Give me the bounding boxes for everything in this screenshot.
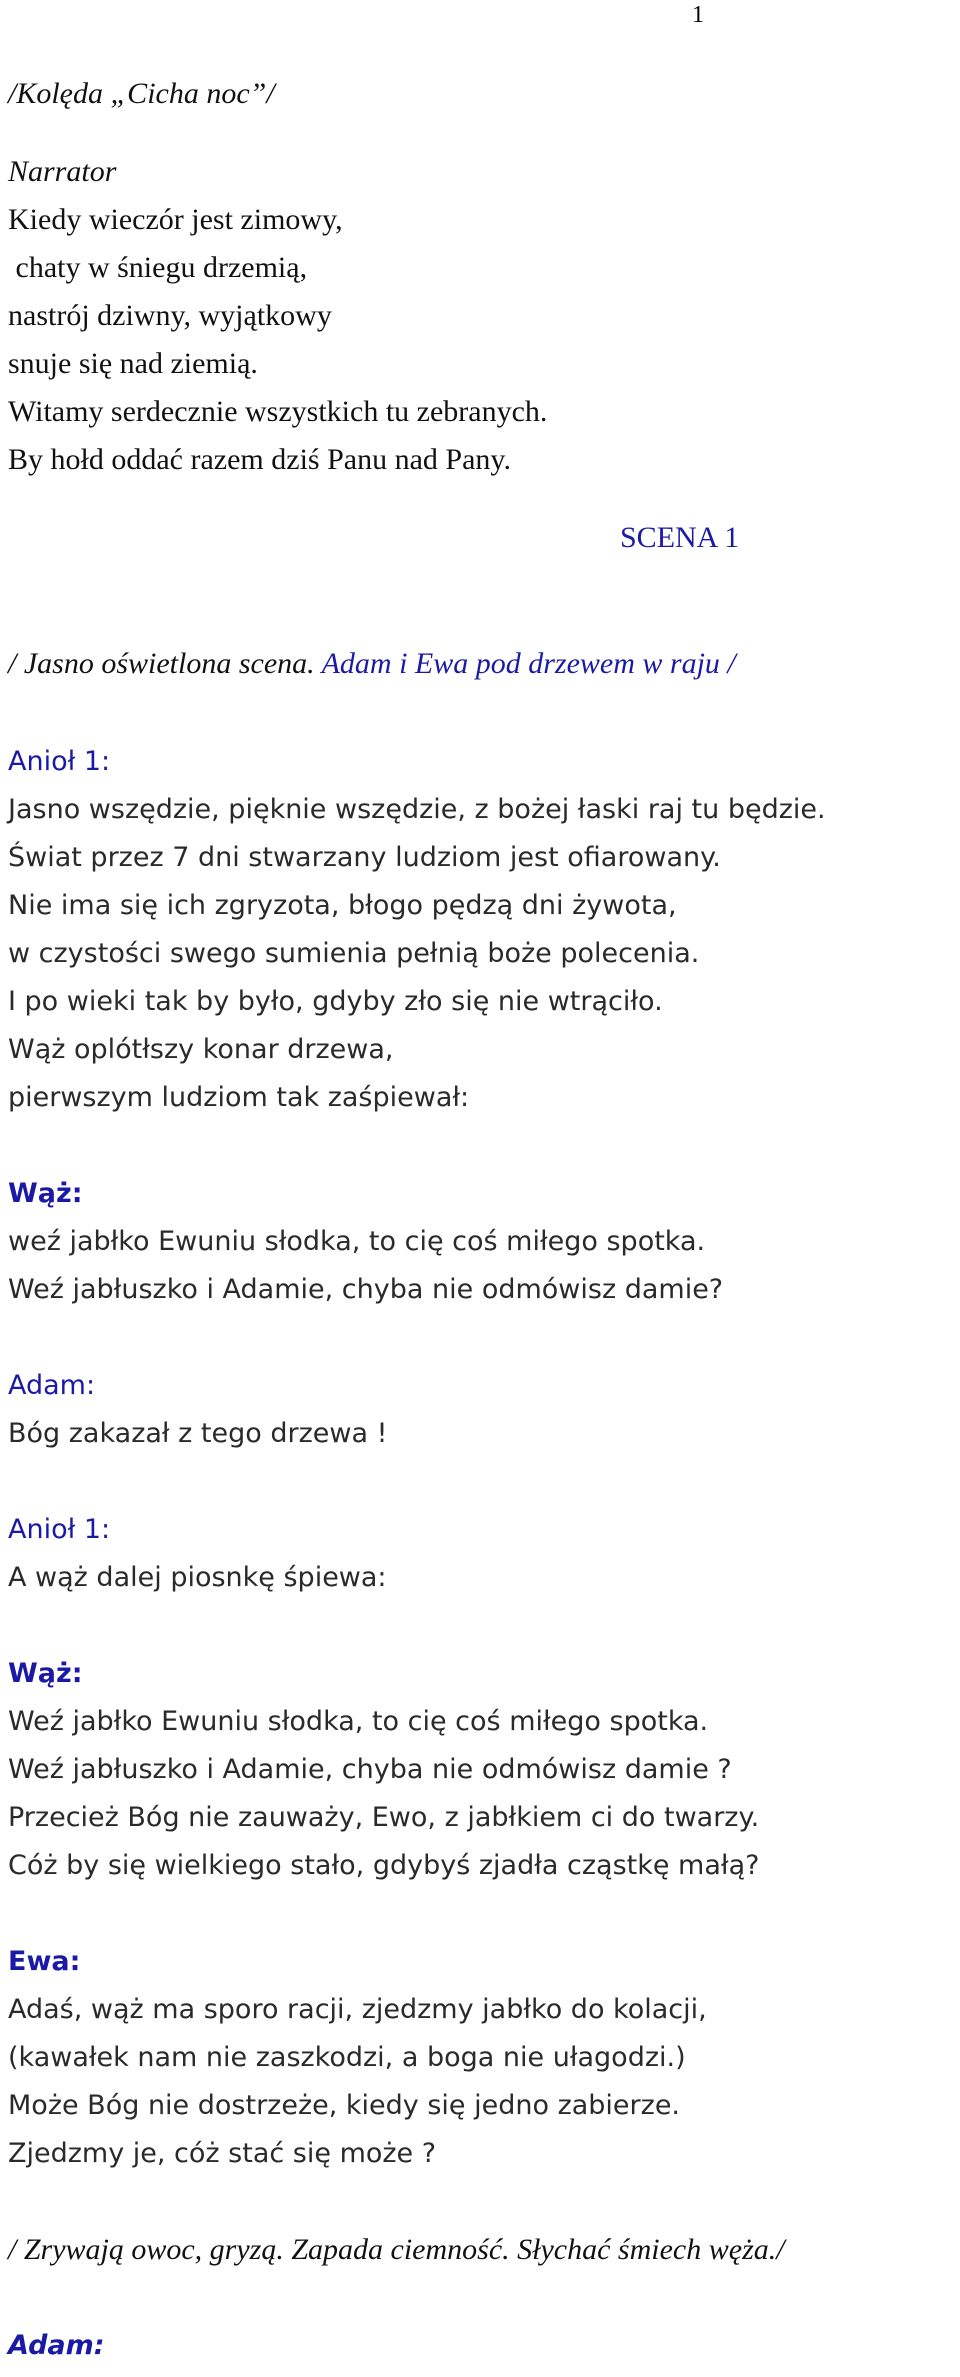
stage-direction-part: Adam i Ewa pod drzewem w raju / bbox=[321, 647, 736, 680]
stage-direction-part: / Jasno oświetlona scena. bbox=[8, 647, 322, 680]
dialogue-line: Weź jabłuszko i Adamie, chyba nie odmówisz damie ? bbox=[8, 1754, 732, 1785]
narrator-line: Witamy serdecznie wszystkich tu zebranych. bbox=[8, 395, 548, 428]
narrator-line: Kiedy wieczór jest zimowy, bbox=[8, 203, 343, 236]
dialogue-line: Cóż by się wielkiego stało, gdybyś zjadła cząstkę małą? bbox=[8, 1850, 760, 1881]
scene-heading: SCENA 1 bbox=[620, 521, 740, 554]
dialogue-line: Świat przez 7 dni stwarzany ludziom jest ofiarowany. bbox=[8, 842, 721, 873]
dialogue-line: Jasno wszędzie, pięknie wszędzie, z bożej łaski raj tu będzie. bbox=[8, 794, 826, 825]
narrator-line: By hołd oddać razem dziś Panu nad Pany. bbox=[8, 443, 511, 476]
dialogue-line: Bóg zakazał z tego drzewa ! bbox=[8, 1418, 388, 1449]
dialogue-line: Zjedzmy je, cóż stać się może ? bbox=[8, 2138, 437, 2169]
page-number: 1 bbox=[692, 2, 704, 28]
dialogue-line: Nie ima się ich zgryzota, błogo pędzą dni żywota, bbox=[8, 890, 677, 921]
speaker-waz: Wąż: bbox=[8, 1658, 83, 1689]
song-direction: /Kolęda „Cicha noc”/ bbox=[8, 77, 275, 110]
dialogue-line: Wąż oplótłszy konar drzewa, bbox=[8, 1034, 394, 1065]
speaker-adam: Adam: bbox=[8, 2330, 105, 2361]
narrator-line: nastrój dziwny, wyjątkowy bbox=[8, 299, 332, 332]
speaker-aniol: Anioł 1: bbox=[8, 746, 111, 777]
speaker-narrator: Narrator bbox=[8, 155, 117, 188]
dialogue-line: weź jabłko Ewuniu słodka, to cię coś miłego spotka. bbox=[8, 1226, 706, 1257]
speaker-aniol: Anioł 1: bbox=[8, 1514, 111, 1545]
narrator-line: snuje się nad ziemią. bbox=[8, 347, 258, 380]
dialogue-line: w czystości swego sumienia pełnią boże polecenia. bbox=[8, 938, 700, 969]
speaker-adam: Adam: bbox=[8, 1370, 96, 1401]
dialogue-line: A wąż dalej piosnkę śpiewa: bbox=[8, 1562, 387, 1593]
stage-direction bbox=[8, 646, 736, 682]
dialogue-line: Adaś, wąż ma sporo racji, zjedzmy jabłko do kolacji, bbox=[8, 1994, 707, 2025]
narrator-line: chaty w śniegu drzemią, bbox=[8, 251, 308, 284]
dialogue-line: Przecież Bóg nie zauważy, Ewo, z jabłkiem ci do twarzy. bbox=[8, 1802, 760, 1833]
dialogue-line: (kawałek nam nie zaszkodzi, a boga nie ułagodzi.) bbox=[8, 2042, 686, 2073]
stage-direction: / Zrywają owoc, gryzą. Zapada ciemność. Słychać śmiech węża./ bbox=[8, 2233, 785, 2266]
speaker-waz: Wąż: bbox=[8, 1178, 83, 1209]
dialogue-line: Może Bóg nie dostrzeże, kiedy się jedno zabierze. bbox=[8, 2090, 681, 2121]
speaker-ewa: Ewa: bbox=[8, 1946, 81, 1977]
dialogue-line: I po wieki tak by było, gdyby zło się nie wtrąciło. bbox=[8, 986, 663, 1017]
dialogue-line: Weź jabłuszko i Adamie, chyba nie odmówisz damie? bbox=[8, 1274, 724, 1305]
dialogue-line: Weź jabłko Ewuniu słodka, to cię coś miłego spotka. bbox=[8, 1706, 709, 1737]
dialogue-line: pierwszym ludziom tak zaśpiewał: bbox=[8, 1082, 470, 1113]
